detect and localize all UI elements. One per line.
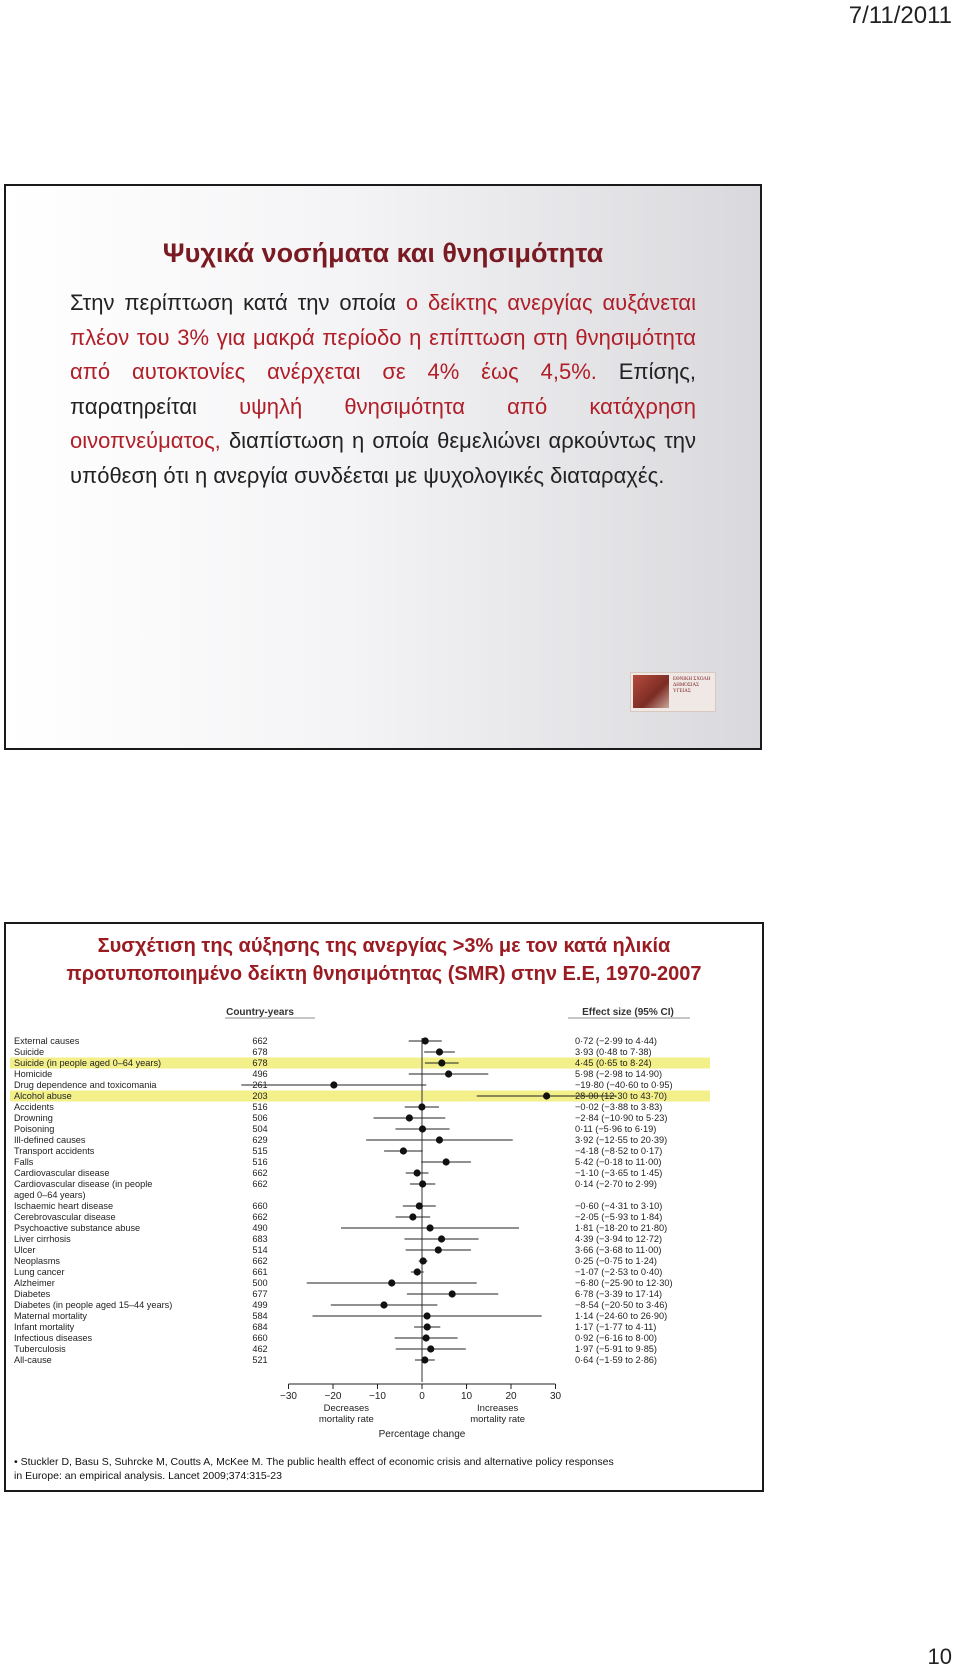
point-estimate — [423, 1312, 430, 1319]
row-effect-size: 1·97 (−5·91 to 9·85) — [575, 1344, 657, 1354]
row-country-years: 506 — [252, 1113, 268, 1123]
row-label: Tuberculosis — [14, 1344, 66, 1354]
row-country-years: 629 — [252, 1135, 268, 1145]
point-estimate — [438, 1235, 445, 1242]
row-country-years: 516 — [252, 1157, 268, 1167]
slide-body-text — [70, 286, 696, 493]
row-effect-size: −19·80 (−40·60 to 0·95) — [575, 1080, 673, 1090]
row-label: Ulcer — [14, 1245, 36, 1255]
logo-portrait-icon — [633, 675, 669, 708]
row-effect-size: −1·07 (−2·53 to 0·40) — [575, 1267, 663, 1277]
x-tick-label: 30 — [549, 1391, 562, 1402]
point-estimate — [422, 1037, 429, 1044]
row-effect-size: −6·80 (−25·90 to 12·30) — [575, 1278, 673, 1288]
x-axis-title: Percentage change — [378, 1429, 466, 1440]
row-label: Alzheimer — [14, 1278, 55, 1288]
row-country-years: 662 — [252, 1168, 268, 1178]
x-tick-label: 20 — [505, 1391, 517, 1402]
slide-title — [6, 932, 762, 988]
point-estimate — [330, 1081, 337, 1088]
row-effect-size: 0·25 (−0·75 to 1·24) — [575, 1256, 657, 1266]
point-estimate — [426, 1224, 433, 1231]
row-country-years: 660 — [252, 1201, 268, 1211]
row-country-years: 661 — [252, 1267, 268, 1277]
point-estimate — [427, 1345, 434, 1352]
row-effect-size: 28·00 (12·30 to 43·70) — [575, 1091, 667, 1101]
x-tick-label: −30 — [280, 1391, 297, 1402]
forest-plot — [10, 1004, 760, 1454]
point-estimate — [543, 1092, 550, 1099]
row-effect-size: 3·93 (0·48 to 7·38) — [575, 1047, 652, 1057]
point-estimate — [438, 1059, 445, 1066]
x-tick-label: 0 — [419, 1391, 425, 1402]
row-effect-size: −1·10 (−3·65 to 1·45) — [575, 1168, 663, 1178]
row-label: Accidents — [14, 1102, 54, 1112]
row-label: Liver cirrhosis — [14, 1234, 71, 1244]
row-effect-size: −0·60 (−4·31 to 3·10) — [575, 1201, 663, 1211]
row-country-years: 677 — [252, 1289, 268, 1299]
point-estimate — [409, 1213, 416, 1220]
row-country-years: 683 — [252, 1234, 268, 1244]
point-estimate — [443, 1158, 450, 1165]
row-effect-size: 5·98 (−2·98 to 14·90) — [575, 1069, 663, 1079]
row-country-years: 662 — [252, 1256, 268, 1266]
point-estimate — [449, 1290, 456, 1297]
page-number: 10 — [927, 1644, 952, 1669]
logo-text: ΕΘΝΙΚΗ ΣΧΟΛΗ ΔΗΜΟΣΙΑΣ ΥΓΕΙΑΣ — [673, 677, 711, 694]
row-country-years: 678 — [252, 1058, 268, 1068]
slide-title-line-2: προτυποποιημένο δείκτη θνησιμότητας (SMR) στην Ε.Ε, 1970-2007 — [66, 963, 702, 985]
row-label: Suicide (in people aged 0–64 years) — [14, 1058, 162, 1068]
row-effect-size: 0·64 (−1·59 to 2·86) — [575, 1355, 657, 1365]
point-estimate — [420, 1257, 427, 1264]
row-label: Diabetes — [14, 1289, 51, 1299]
row-country-years: 521 — [252, 1355, 268, 1365]
row-label: Transport accidents — [14, 1146, 95, 1156]
point-estimate — [380, 1301, 387, 1308]
point-estimate — [422, 1334, 429, 1341]
reference-citation — [14, 1455, 744, 1483]
slide-mental-illness-mortality — [4, 184, 762, 750]
row-effect-size: 1·17 (−1·77 to 4·11) — [575, 1322, 657, 1332]
row-label: Poisoning — [14, 1124, 55, 1134]
row-country-years: 660 — [252, 1333, 268, 1343]
x-label-increases: Increases — [477, 1403, 519, 1414]
x-tick-label: −10 — [369, 1391, 386, 1402]
row-effect-size: −2·84 (−10·90 to 5·23) — [575, 1113, 668, 1123]
row-label: All-cause — [14, 1355, 52, 1365]
row-effect-size: −4·18 (−8·52 to 0·17) — [575, 1146, 663, 1156]
row-label: Infectious diseases — [14, 1333, 93, 1343]
row-label: Ill-defined causes — [14, 1135, 86, 1145]
column-header-effect-size: Effect size (95% CI) — [582, 1007, 674, 1018]
row-country-years: 662 — [252, 1212, 268, 1222]
row-effect-size: 0·11 (−5·96 to 6·19) — [575, 1124, 657, 1134]
point-estimate — [416, 1202, 423, 1209]
row-effect-size: 4·45 (0·65 to 8·24) — [575, 1058, 652, 1068]
row-label: aged 0–64 years) — [14, 1190, 86, 1200]
row-country-years: 515 — [252, 1146, 268, 1156]
slide-title: Ψυχικά νοσήματα και θνησιμότητα — [162, 238, 604, 268]
body-text-2: Επίσης, παρατηρείται — [70, 359, 696, 419]
row-country-years: 516 — [252, 1102, 268, 1112]
row-label: Infant mortality — [14, 1322, 75, 1332]
point-estimate — [419, 1180, 426, 1187]
body-highlight-suicide: ο δείκτης ανεργίας αυξάνεται πλέον του 3% για μακρά περίοδο η επίπτωση στη θνησιμότητα από αυτοκτονίες ανέρχεται σε 4% έως 4,5%. — [70, 290, 696, 384]
row-effect-size: 5·42 (−0·18 to 11·00) — [575, 1157, 662, 1167]
row-label: Falls — [14, 1157, 34, 1167]
point-estimate — [419, 1125, 426, 1132]
row-label: Alcohol abuse — [14, 1091, 72, 1101]
row-effect-size: 1·81 (−18·20 to 21·80) — [575, 1223, 668, 1233]
row-label: Cardiovascular disease (in people — [14, 1179, 153, 1189]
point-estimate — [406, 1114, 413, 1121]
row-label: Ischaemic heart disease — [14, 1201, 114, 1211]
slide-title-line-1: Συσχέτιση της αύξησης της ανεργίας >3% με τον κατά ηλικία — [97, 935, 671, 957]
x-tick-label: −20 — [324, 1391, 342, 1402]
row-label: Lung cancer — [14, 1267, 65, 1277]
row-country-years: 203 — [252, 1091, 268, 1101]
row-label: Maternal mortality — [14, 1311, 88, 1321]
point-estimate — [436, 1048, 443, 1055]
row-effect-size: −8·54 (−20·50 to 3·46) — [575, 1300, 668, 1310]
row-country-years: 500 — [252, 1278, 268, 1288]
point-estimate — [414, 1169, 421, 1176]
row-country-years: 514 — [252, 1245, 268, 1255]
row-effect-size: 0·14 (−2·70 to 2·99) — [575, 1179, 657, 1189]
row-effect-size: 4·39 (−3·94 to 12·72) — [575, 1234, 663, 1244]
slide-unemployment-smr — [4, 922, 764, 1492]
row-effect-size: −2·05 (−5·93 to 1·84) — [575, 1212, 663, 1222]
point-estimate — [424, 1323, 431, 1330]
point-estimate — [421, 1356, 428, 1363]
row-label: Diabetes (in people aged 15–44 years) — [14, 1300, 173, 1310]
x-label-increases-sub: mortality rate — [470, 1414, 526, 1425]
row-country-years: 499 — [252, 1300, 268, 1310]
point-estimate — [414, 1268, 421, 1275]
x-label-decreases-sub: mortality rate — [318, 1414, 374, 1425]
row-effect-size: 6·78 (−3·39 to 17·14) — [575, 1289, 663, 1299]
row-country-years: 261 — [252, 1080, 268, 1090]
row-label: Cerebrovascular disease — [14, 1212, 116, 1222]
point-estimate — [400, 1147, 407, 1154]
point-estimate — [445, 1070, 452, 1077]
row-effect-size: −0·02 (−3·88 to 3·83) — [575, 1102, 663, 1112]
x-label-decreases: Decreases — [323, 1403, 370, 1414]
row-label: Homicide — [14, 1069, 53, 1079]
row-label: Suicide — [14, 1047, 45, 1057]
column-header-country-years: Country-years — [226, 1007, 294, 1018]
row-country-years: 490 — [252, 1223, 268, 1233]
reference-line-2: in Europe: an empirical analysis. Lancet 2009;374:315-23 — [14, 1470, 282, 1482]
row-label: Neoplasms — [14, 1256, 60, 1266]
row-country-years: 684 — [252, 1322, 268, 1332]
point-estimate — [436, 1136, 443, 1143]
row-label: External causes — [14, 1036, 80, 1046]
row-country-years: 496 — [252, 1069, 268, 1079]
point-estimate — [435, 1246, 442, 1253]
row-effect-size: 1·14 (−24·60 to 26·90) — [575, 1311, 668, 1321]
x-tick-label: 10 — [460, 1391, 473, 1402]
row-country-years: 584 — [252, 1311, 268, 1321]
point-estimate — [388, 1279, 395, 1286]
body-text-3: διαπίστωση η οποία θεμελιώνει αρκούντως την υπόθεση ότι η ανεργία συνδέεται με ψυχολογικές διαταραχές. — [70, 428, 696, 488]
body-text-1: Στην περίπτωση κατά την οποία — [70, 290, 406, 315]
row-country-years: 662 — [252, 1179, 268, 1189]
row-effect-size: 0·72 (−2·99 to 4·44) — [575, 1036, 657, 1046]
row-country-years: 504 — [252, 1124, 268, 1134]
row-label: Drug dependence and toxicomania — [14, 1080, 157, 1090]
row-effect-size: 3·66 (−3·68 to 11·00) — [575, 1245, 662, 1255]
row-label: Psychoactive substance abuse — [14, 1223, 141, 1233]
point-estimate — [418, 1103, 425, 1110]
reference-line-1: • Stuckler D, Basu S, Suhrcke M, Coutts A, McKee M. The public health effect of economic crisis and alternative policy responses — [14, 1456, 614, 1468]
row-country-years: 678 — [252, 1047, 268, 1057]
row-label: Drowning — [14, 1113, 53, 1123]
row-country-years: 662 — [252, 1036, 268, 1046]
row-country-years: 462 — [252, 1344, 268, 1354]
page-date: 7/11/2011 — [848, 2, 952, 29]
row-label: Cardiovascular disease — [14, 1168, 110, 1178]
body-highlight-alcohol: υψηλή θνησιμότητα από κατάχρηση οινοπνεύματος, — [70, 393, 696, 453]
row-effect-size: 3·92 (−12·55 to 20·39) — [575, 1135, 668, 1145]
row-effect-size: 0·92 (−6·16 to 8·00) — [575, 1333, 657, 1343]
school-logo — [630, 672, 716, 712]
